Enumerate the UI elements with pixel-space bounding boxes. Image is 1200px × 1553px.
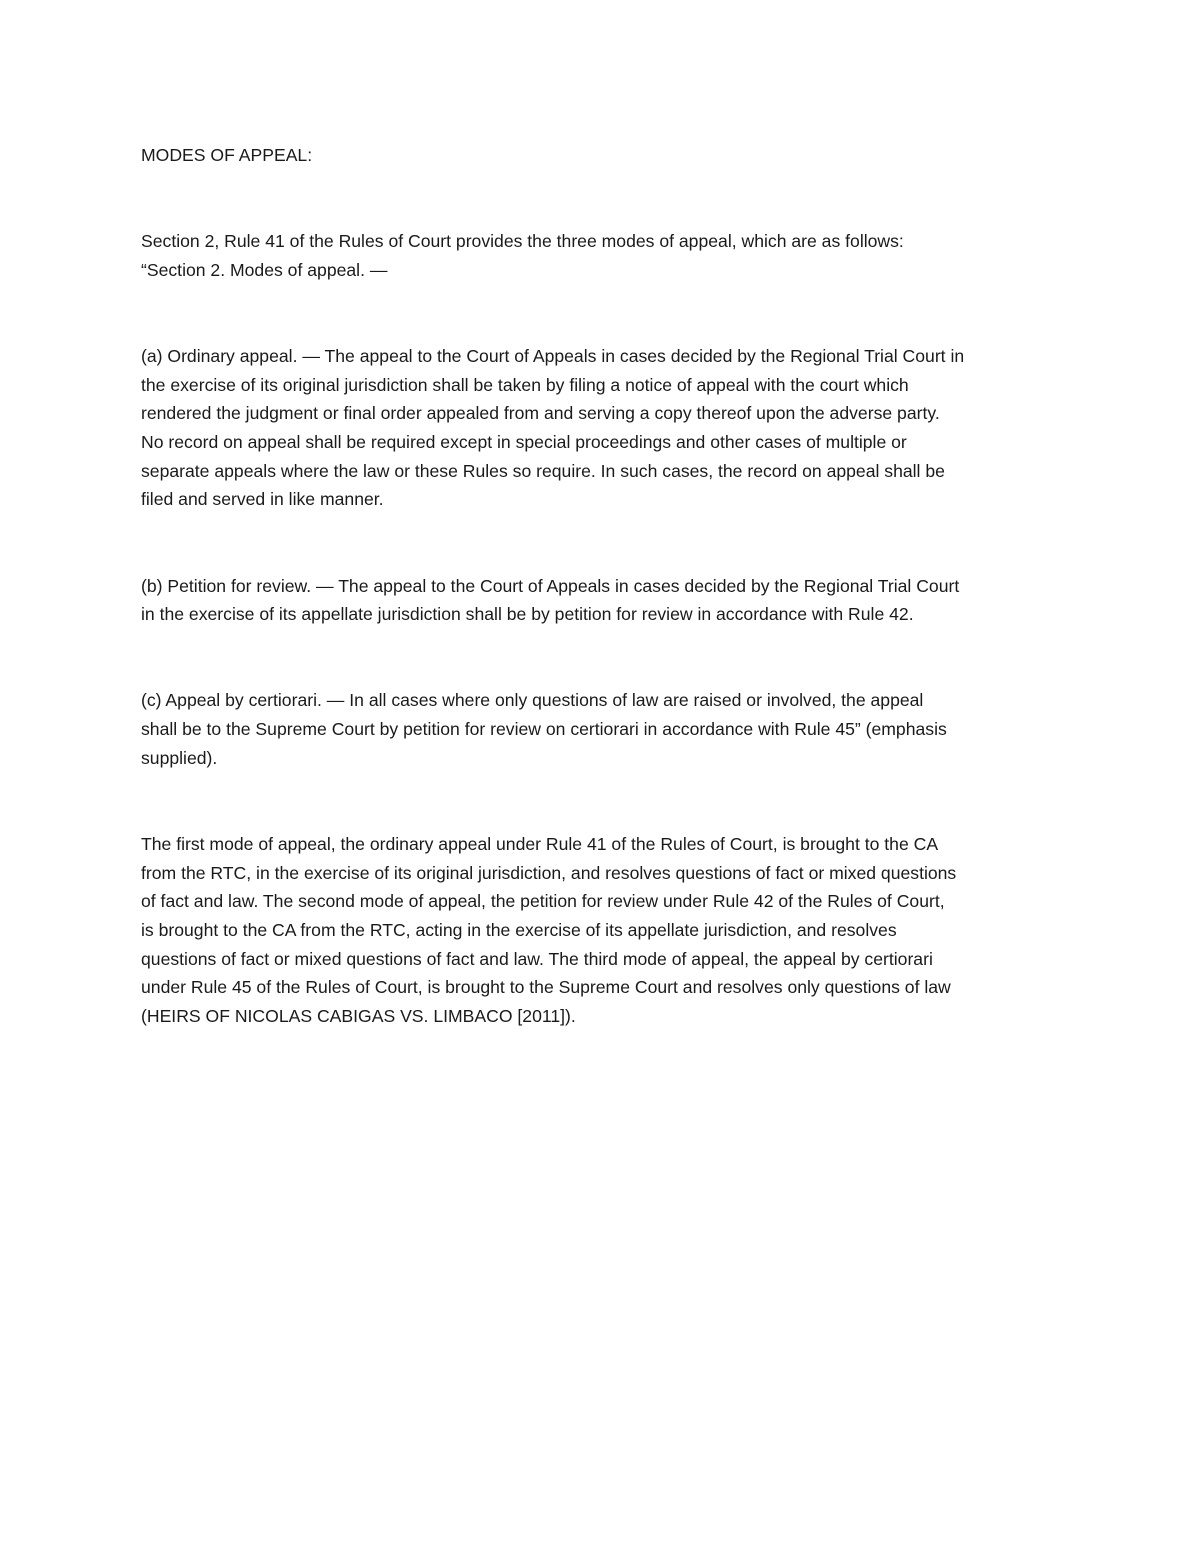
document-body [141,141,1066,1031]
document-title: MODES OF APPEAL: [141,145,313,165]
mode-c-line: (c) Appeal by certiorari. — In all cases where only questions of law are raised or involved, the appeal [141,690,924,711]
summary-line: questions of fact or mixed questions of fact and law. The third mode of appeal, the appeal by certiorari [141,948,933,969]
mode-a-line: (a) Ordinary appeal. — The appeal to the Court of Appeals in cases decided by the Regional Trial Court in [141,345,965,366]
mode-c-line: shall be to the Supreme Court by petition for review on certiorari in accordance with Rule 45” (emphasis [141,719,947,739]
summary-line: from the RTC, in the exercise of its original jurisdiction, and resolves questions of fact or mixed questions [141,862,957,883]
mode-a-paragraph [141,342,1066,514]
spacer [141,170,1066,227]
summary-line: (HEIRS OF NICOLAS CABIGAS VS. LIMBACO [2011]). [141,1006,576,1027]
spacer [141,772,1066,829]
mode-a-line: separate appeals where the law or these Rules so require. In such cases, the record on appeal shall be [141,460,945,481]
summary-line: The first mode of appeal, the ordinary appeal under Rule 41 of the Rules of Court, is brought to the CA [141,833,939,854]
spacer [141,514,1066,571]
intro-line: “Section 2. Modes of appeal. — [141,259,388,280]
mode-a-line: the exercise of its original jurisdiction shall be taken by filing a notice of appeal with the court which [141,374,909,395]
mode-c-paragraph [141,686,1066,772]
mode-a-line: filed and served in like manner. [141,489,384,510]
spacer [141,629,1066,686]
intro-line: Section 2, Rule 41 of the Rules of Court provides the three modes of appeal, which are as follows: [141,231,904,252]
intro-paragraph [141,227,1066,284]
mode-c-line: supplied). [141,747,218,768]
summary-line: under Rule 45 of the Rules of Court, is brought to the Supreme Court and resolves only questions of law [141,977,951,998]
summary-line: of fact and law. The second mode of appeal, the petition for review under Rule 42 of the Rules of Court, [141,891,945,912]
mode-b-paragraph [141,572,1066,629]
mode-b-line: (b) Petition for review. — The appeal to the Court of Appeals in cases decided by the Regional Trial Court [141,575,960,596]
summary-line: is brought to the CA from the RTC, acting in the exercise of its appellate jurisdiction, and resolves [141,919,897,940]
mode-a-line: rendered the judgment or final order appealed from and serving a copy thereof upon the adverse party. [141,403,940,424]
mode-a-line: No record on appeal shall be required except in special proceedings and other cases of multiple or [141,432,907,452]
spacer [141,285,1066,342]
summary-paragraph [141,830,1066,1031]
mode-b-line: in the exercise of its appellate jurisdiction shall be by petition for review in accordance with Rule 42. [141,604,914,625]
